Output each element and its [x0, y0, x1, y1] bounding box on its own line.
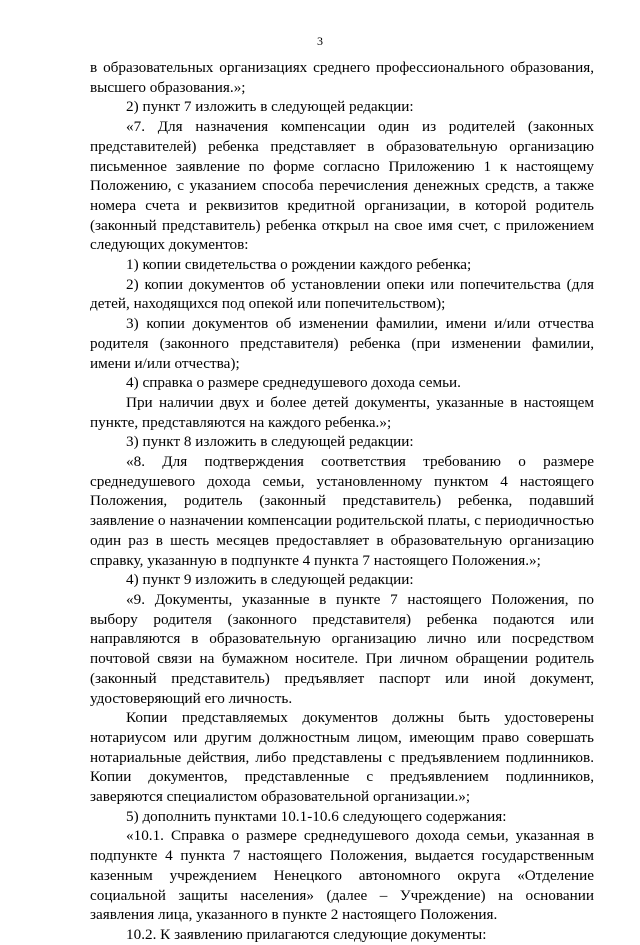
paragraph: в образовательных организациях среднего профессионального образования, высшего образования.»; — [90, 59, 594, 96]
paragraph: «9. Документы, указанные в пункте 7 настоящего Положения, по выбору родителя (законного представителя) ребенка подаются или направляются в образовательную организацию лично или посредством почтовой связи на бумажном носителе. При личном обращении родитель (законный представитель) предъявляет паспорт или иной документ, удостоверяющий его личность. — [90, 590, 594, 707]
paragraph: 10.2. К заявлению прилагаются следующие документы: — [126, 925, 487, 943]
list-item: 1) копии свидетельства о рождении каждого ребенка; — [126, 256, 472, 274]
list-item: 2) копии документов об установлении опеки или попечительства (для детей, находящихся под опекой или попечительством); — [90, 275, 594, 313]
paragraph: 3) пункт 8 изложить в следующей редакции: — [126, 433, 414, 451]
paragraph: 2) пункт 7 изложить в следующей редакции: — [126, 98, 414, 116]
paragraph: «8. Для подтверждения соответствия требованию о размере среднедушевого дохода семьи, установленному пунктом 4 настоящего Положения, родитель (законный представитель) ребенка, подавший заявление о назначении компенсации родительской платы, с периодичностью один раз в шесть месяцев предоставляет в образовательную организацию справку, указанную в подпункте 4 пункта 7 настоящего Положения.»; — [90, 453, 594, 569]
paragraph: «10.1. Справка о размере среднедушевого дохода семьи, указанная в подпункте 4 пункта 7 настоящего Положения, выдается государственным казенным учреждением Ненецкого автономного округа «Отделение социальной защиты населения» (далее – Учреждение) на основании заявления лица, указанного в пункте 2 настоящего Положения. — [90, 827, 594, 924]
page-number: 3 — [317, 34, 323, 48]
paragraph: 4) пункт 9 изложить в следующей редакции: — [126, 571, 414, 589]
document-body — [90, 58, 594, 945]
paragraph: 5) дополнить пунктами 10.1-10.6 следующего содержания: — [126, 807, 507, 825]
paragraph: Копии представляемых документов должны быть удостоверены нотариусом или другим должностным лицом, имеющим право совершать нотариальные действия, либо представлены с предъявлением подлинников. Копии документов, представленные с предъявлением подлинников, заверяются специалистом образовательной организации.»; — [90, 709, 594, 806]
list-item: 4) справка о размере среднедушевого дохода семьи. — [126, 374, 461, 392]
list-item: 3) копии документов об изменении фамилии, имени и/или отчества родителя (законного представителя) ребенка (при изменении фамилии, имени и/или отчества); — [90, 315, 594, 372]
paragraph: «7. Для назначения компенсации один из родителей (законных представителей) ребенка представляет в образовательную организацию письменное заявление по форме согласно Приложению 1 к настоящему Положению, с указанием способа перечисления денежных средств, а также номера счета и реквизитов кредитной организации, в которой родитель (законный представитель) ребенка открыл на свое имя счет, с приложением следующих документов: — [90, 118, 594, 254]
paragraph: При наличии двух и более детей документы, указанные в настоящем пункте, представляются на каждого ребенка.»; — [90, 393, 594, 431]
